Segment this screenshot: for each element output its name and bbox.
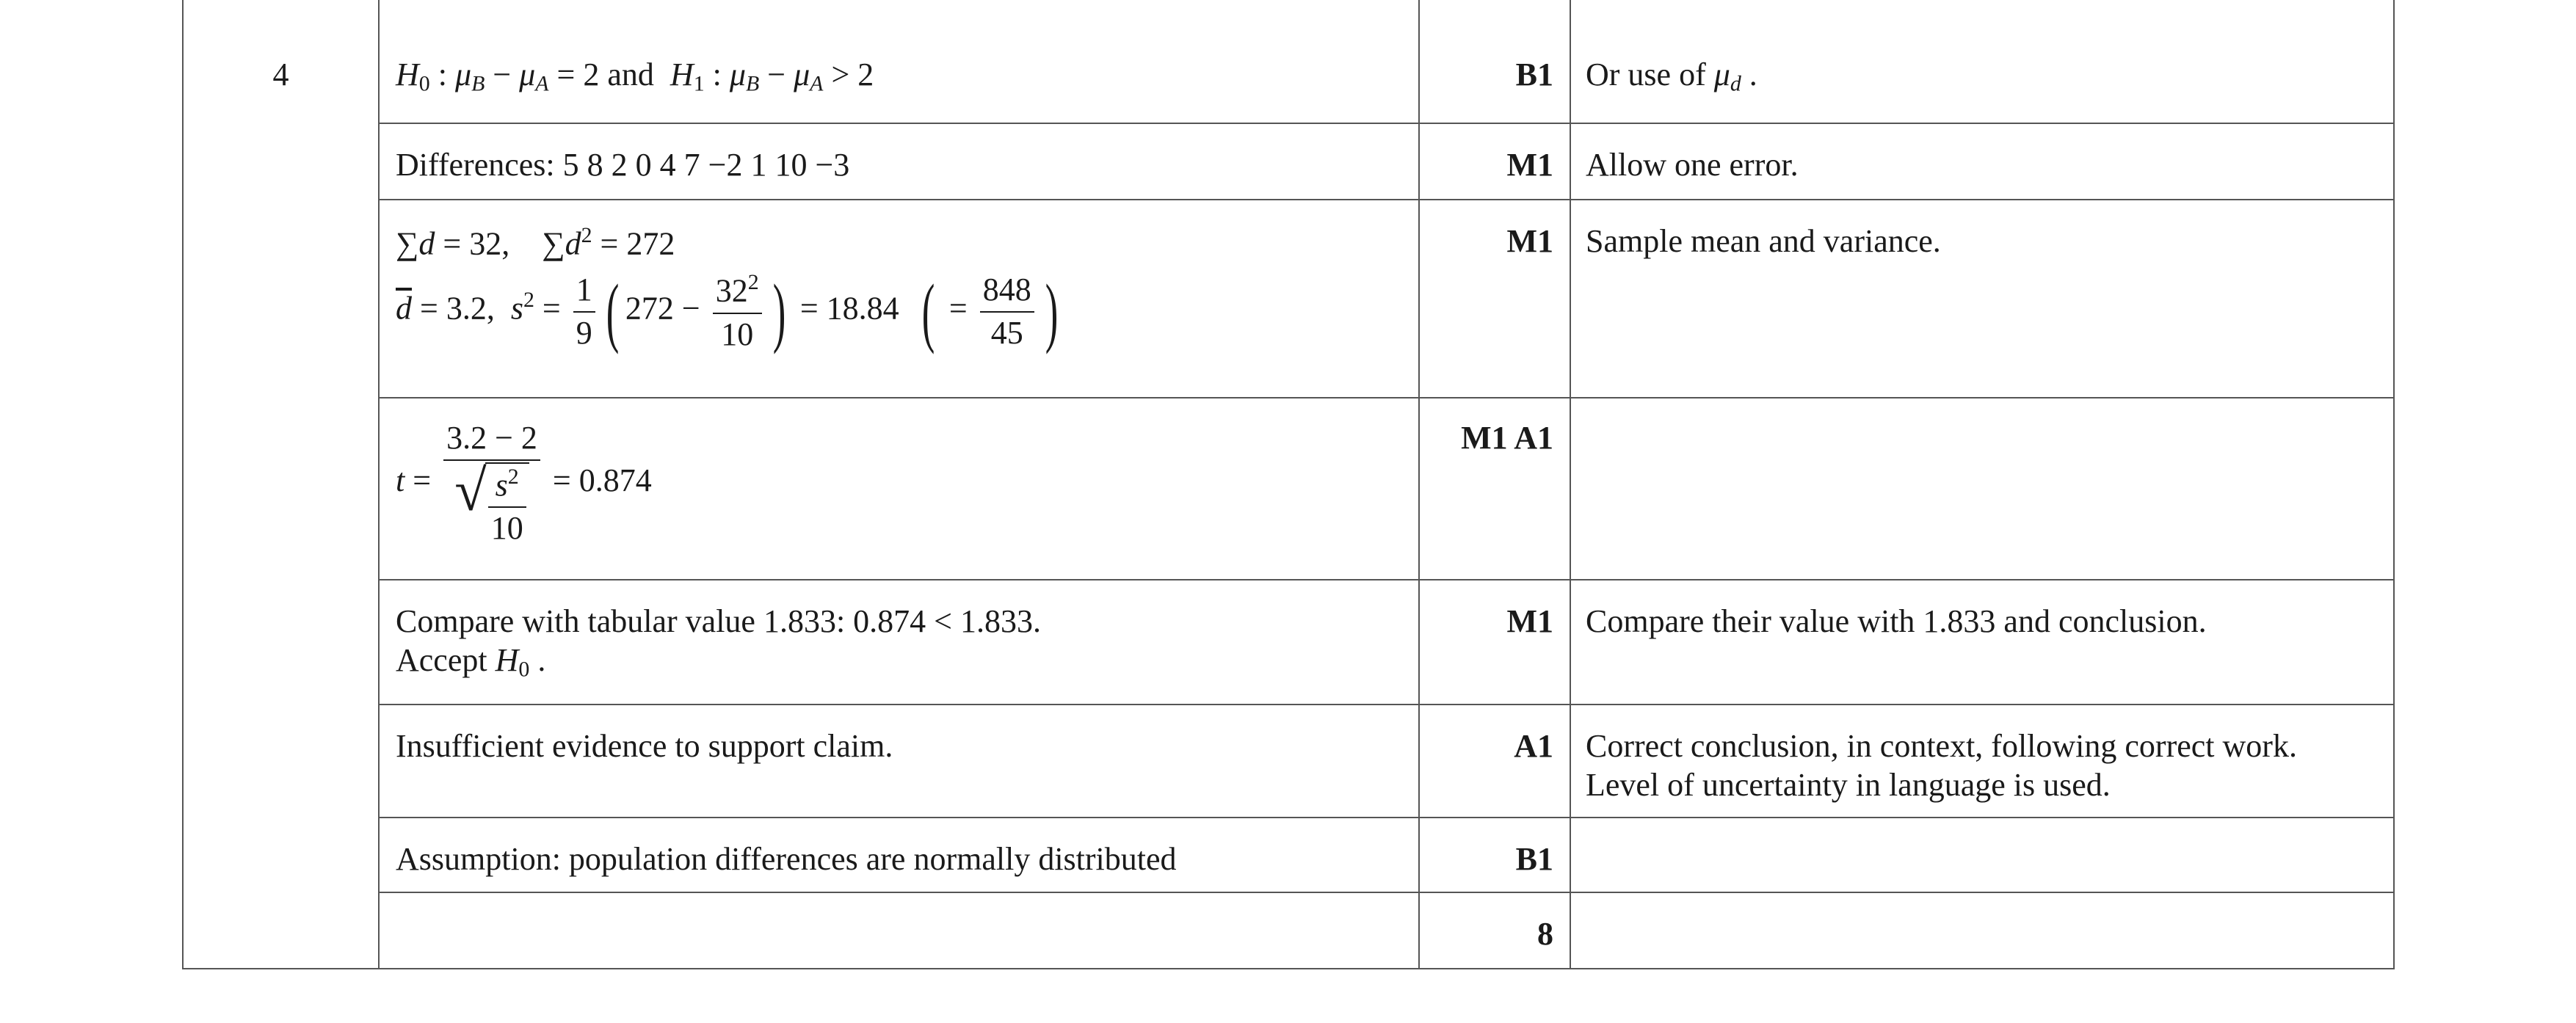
table-row: [183, 0, 2394, 123]
fraction-denominator: 10: [721, 316, 754, 352]
comparison-line: Compare with tabular value 1.833: 0.874 < 1.833.: [396, 603, 1041, 639]
guidance-line: Correct conclusion, in context, following correct work.: [1586, 728, 2297, 764]
answer-cell: [379, 398, 1419, 580]
math-subscript: 0: [518, 657, 530, 682]
table-row: [183, 200, 2394, 398]
math-text: = 2: [548, 57, 608, 92]
t-statistic: [396, 398, 1404, 548]
fraction-numerator: 848: [980, 271, 1034, 313]
guidance-cell: [1570, 200, 2394, 398]
guidance-suffix: .: [1741, 57, 1757, 92]
math-subscript: A: [535, 71, 549, 96]
mark-value: A1: [1514, 728, 1553, 764]
mark-scheme-table: [182, 0, 2395, 969]
math-subscript: A: [810, 71, 824, 96]
mark-cell: [1419, 892, 1570, 969]
math-subscript: B: [745, 71, 760, 96]
math-subscript: 0: [418, 71, 430, 96]
mark-value: M1: [1506, 603, 1553, 639]
math-text: =: [940, 290, 976, 327]
guidance-text: Sample mean and variance.: [1586, 223, 1941, 259]
guidance-line: Level of uncertainty in language is used.: [1586, 766, 2111, 803]
math-symbol: t: [396, 462, 405, 499]
answer-cell: [379, 705, 1419, 818]
math-text: :: [704, 57, 730, 92]
math-symbol: μ: [794, 57, 810, 92]
math-superscript: 2: [523, 288, 534, 313]
fraction-numerator: 3.2 − 2: [443, 419, 540, 461]
math-text: −: [485, 57, 520, 92]
guidance-text: [1586, 398, 2379, 419]
guidance-cell: [1570, 705, 2394, 818]
math-text: −: [759, 57, 794, 92]
accept-prefix: Accept: [396, 641, 496, 678]
table-row: [183, 818, 2394, 892]
math-symbol: μ: [1713, 57, 1730, 92]
math-symbol: $\overline{d}$: [396, 290, 412, 327]
fraction-denominator: 45: [990, 314, 1023, 351]
fraction: [980, 271, 1034, 353]
answer-text: Assumption: population differences are normally distributed: [396, 841, 1177, 877]
math-text: 32: [715, 272, 748, 309]
fraction: [713, 269, 762, 354]
math-subscript: d: [1730, 71, 1741, 96]
sum-symbol: ∑: [542, 225, 565, 262]
guidance-cell: [1570, 123, 2394, 200]
answer-text: Differences: 5 8 2 0 4 7 −2 1 10 −3: [396, 147, 850, 183]
sums-working: [396, 200, 1404, 354]
guidance-prefix: Or use of: [1586, 57, 1714, 92]
answer-text: [396, 893, 1404, 915]
answer-cell: [379, 818, 1419, 892]
answer-cell: [379, 580, 1419, 705]
mark-cell: [1419, 123, 1570, 200]
hypotheses: [396, 0, 1404, 97]
mark-value: M1 A1: [1461, 420, 1553, 456]
guidance-cell: [1570, 0, 2394, 123]
answer-cell: [379, 123, 1419, 200]
math-text: :: [429, 57, 455, 92]
table-row: [183, 398, 2394, 580]
answer-text: Insufficient evidence to support claim.: [396, 728, 893, 764]
radical-icon: √: [454, 458, 487, 523]
math-symbol: d: [565, 225, 581, 262]
guidance-text: [1586, 893, 2379, 915]
guidance-text: [1586, 705, 2379, 805]
math-symbol: s: [495, 467, 508, 503]
math-paren: ): [1045, 268, 1059, 354]
math-text: > 2: [823, 57, 874, 92]
math-superscript: 2: [581, 223, 592, 247]
mark-value: B1: [1515, 57, 1553, 92]
sum-symbol: ∑: [396, 225, 419, 262]
guidance-text: Compare their value with 1.833 and conclusion.: [1586, 603, 2207, 639]
fraction: [573, 271, 595, 353]
fraction-denominator: 9: [576, 314, 592, 351]
math-text: 272 −: [625, 290, 708, 327]
math-paren: (: [606, 268, 620, 354]
math-subscript: 1: [693, 71, 705, 96]
math-text: = 3.2,: [412, 290, 511, 327]
fraction-numerator: 1: [573, 271, 595, 313]
mark-cell: [1419, 0, 1570, 123]
math-symbol: s: [510, 290, 523, 327]
guidance-text: [1586, 0, 2379, 97]
mark-cell: [1419, 200, 1570, 398]
total-mark: 8: [1537, 916, 1553, 952]
comparison: [396, 580, 1404, 682]
math-symbol: H: [670, 57, 694, 92]
guidance-cell: [1570, 398, 2394, 580]
math-text: =: [534, 290, 569, 327]
mark-value: B1: [1515, 841, 1553, 877]
fraction-denominator: 10: [490, 510, 523, 547]
math-text: = 32,: [435, 225, 543, 262]
math-symbol: d: [418, 225, 435, 262]
table-row: [183, 123, 2394, 200]
mark-cell: [1419, 705, 1570, 818]
answer-cell: [379, 200, 1419, 398]
mean-variance-line: [396, 269, 1404, 354]
answer-cell: [379, 0, 1419, 123]
math-text: = 0.874: [544, 462, 652, 499]
guidance-text: Allow one error.: [1586, 147, 1799, 183]
fraction: [488, 464, 526, 548]
guidance-text: [1586, 818, 2379, 840]
table-row: [183, 580, 2394, 705]
guidance-cell: [1570, 892, 2394, 969]
guidance-cell: [1570, 580, 2394, 705]
mark-cell: [1419, 398, 1570, 580]
square-root: [454, 458, 529, 548]
math-symbol: μ: [519, 57, 536, 92]
guidance-cell: [1570, 818, 2394, 892]
total-row: [183, 892, 2394, 969]
fraction-numerator: [488, 464, 526, 508]
math-text: = 272: [592, 225, 675, 262]
math-symbol: H: [495, 641, 519, 678]
math-text: = 18.84: [791, 290, 915, 327]
sums-line: [396, 222, 1404, 263]
fraction-numerator: [713, 269, 762, 313]
radicand: [485, 462, 529, 548]
fraction-denominator: [443, 458, 540, 548]
question-number: 4: [272, 57, 289, 92]
math-text: and: [607, 57, 654, 92]
math-paren: (: [921, 268, 935, 354]
mark-value: M1: [1506, 147, 1553, 183]
math-symbol: μ: [454, 57, 472, 92]
math-symbol: μ: [729, 57, 746, 92]
math-superscript: 2: [747, 270, 759, 295]
mark-cell: [1419, 580, 1570, 705]
mark-cell: [1419, 818, 1570, 892]
accept-suffix: .: [529, 641, 546, 678]
mark-value: M1: [1506, 223, 1553, 259]
answer-cell: [379, 892, 1419, 969]
question-number-cell: [183, 0, 379, 969]
math-subscript: B: [471, 71, 485, 96]
math-text: =: [404, 462, 440, 499]
accept-line: [396, 641, 1404, 682]
fraction: [443, 419, 540, 548]
math-symbol: H: [396, 57, 419, 92]
math-paren: ): [772, 268, 786, 354]
math-superscript: 2: [507, 464, 519, 489]
table-row: [183, 705, 2394, 818]
